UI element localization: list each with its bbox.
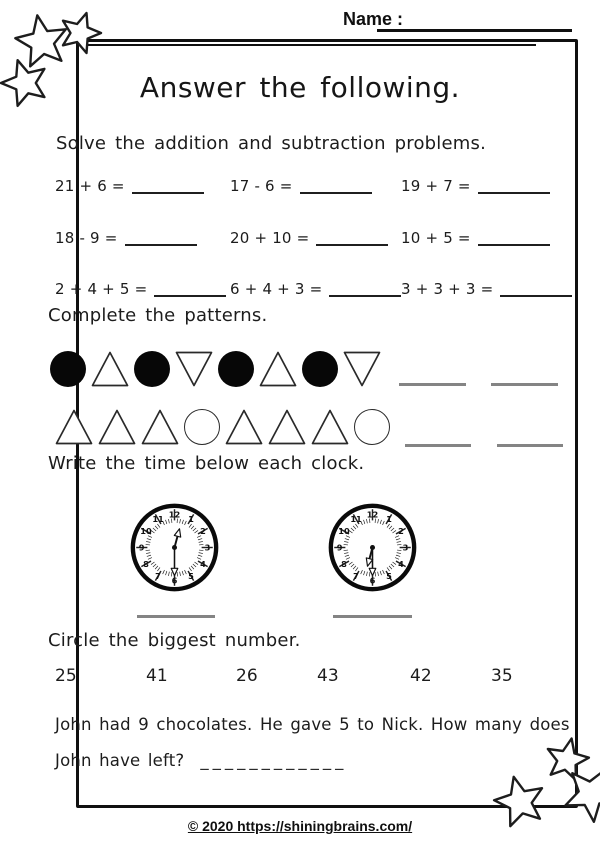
- equation-cell: [401, 280, 572, 298]
- svg-text:6: 6: [369, 575, 376, 586]
- clock-answer-blank: [333, 615, 412, 618]
- word-problem-line2: [55, 751, 347, 770]
- word-problem-answer-blank: ____________: [200, 751, 348, 770]
- svg-text:4: 4: [200, 558, 206, 569]
- svg-text:6: 6: [171, 575, 178, 586]
- pattern-row: [55, 409, 390, 445]
- pattern-shape-circle-filled: [302, 351, 338, 387]
- pattern-row: [50, 351, 381, 387]
- svg-text:1: 1: [386, 513, 392, 524]
- svg-text:2: 2: [200, 525, 206, 536]
- svg-text:9: 9: [336, 542, 343, 553]
- equation-cell: [55, 177, 204, 195]
- arithmetic-heading: Solve the addition and subtraction problems.: [56, 133, 486, 154]
- equation-answer-line: [478, 179, 550, 194]
- svg-text:3: 3: [204, 542, 211, 553]
- star-icon: [1, 60, 44, 106]
- pattern-answer-blank: [497, 444, 563, 447]
- svg-text:3: 3: [402, 542, 409, 553]
- svg-text:1: 1: [188, 513, 194, 524]
- number-option: 43: [317, 666, 339, 686]
- equation-text: 17 - 6 =: [230, 177, 293, 195]
- svg-text:5: 5: [386, 570, 392, 581]
- patterns-heading: Complete the patterns.: [48, 305, 268, 326]
- equation-cell: [55, 229, 197, 247]
- equation-answer-line: [478, 231, 550, 246]
- pattern-shape-triangle-down: [343, 351, 381, 387]
- pattern-answer-blank: [399, 383, 466, 386]
- equation-cell: [401, 177, 550, 195]
- svg-text:10: 10: [140, 525, 152, 536]
- svg-text:7: 7: [155, 570, 161, 581]
- svg-text:11: 11: [152, 513, 164, 524]
- equation-cell: [230, 280, 401, 298]
- svg-text:8: 8: [143, 558, 149, 569]
- svg-text:12: 12: [168, 509, 181, 520]
- pattern-answer-blank: [491, 383, 558, 386]
- svg-text:9: 9: [138, 542, 145, 553]
- corner-stars-top-left: [0, 0, 130, 125]
- svg-text:2: 2: [398, 525, 404, 536]
- svg-text:5: 5: [188, 570, 194, 581]
- svg-text:4: 4: [398, 558, 404, 569]
- equation-text: 20 + 10 =: [230, 229, 310, 247]
- svg-text:8: 8: [341, 558, 347, 569]
- star-icon: [63, 13, 101, 53]
- pattern-shape-triangle-up: [141, 409, 179, 445]
- equation-text: 6 + 4 + 3 =: [230, 280, 323, 298]
- pattern-shape-triangle-up: [268, 409, 306, 445]
- clock-answer-blank: [137, 615, 215, 618]
- pattern-shape-circle-outline: [354, 409, 390, 445]
- equation-cell: [230, 229, 388, 247]
- equation-text: 2 + 4 + 5 =: [55, 280, 148, 298]
- pattern-shape-circle-outline: [184, 409, 220, 445]
- equation-text: 21 + 6 =: [55, 177, 125, 195]
- pattern-shape-triangle-up: [55, 409, 93, 445]
- star-icon: [15, 15, 66, 66]
- equation-cell: [401, 229, 550, 247]
- star-icon: [548, 739, 589, 781]
- name-blank-line: [377, 29, 572, 32]
- biggest-number-heading: Circle the biggest number.: [48, 630, 301, 651]
- svg-text:12: 12: [366, 509, 379, 520]
- pattern-shape-triangle-up: [225, 409, 263, 445]
- equation-text: 19 + 7 =: [401, 177, 471, 195]
- pattern-shape-triangle-up: [311, 409, 349, 445]
- svg-text:10: 10: [338, 525, 350, 536]
- corner-stars-bottom-right: [470, 715, 600, 849]
- number-option: 41: [146, 666, 168, 686]
- number-option: 25: [55, 666, 77, 686]
- equation-cell: [55, 280, 226, 298]
- svg-text:11: 11: [350, 513, 362, 524]
- clocks-heading: Write the time below each clock.: [48, 453, 365, 474]
- clock-face: [326, 501, 419, 594]
- equation-cell: [230, 177, 372, 195]
- border-sketch-line: [84, 44, 536, 46]
- word-problem-question: John have left?: [55, 751, 185, 770]
- pattern-shape-circle-filled: [218, 351, 254, 387]
- clock-face: [128, 501, 221, 594]
- word-problem-line1: John had 9 chocolates. He gave 5 to Nick. How many does: [55, 715, 570, 734]
- svg-text:7: 7: [353, 570, 359, 581]
- pattern-shape-circle-filled: [134, 351, 170, 387]
- equation-answer-line: [154, 282, 226, 297]
- name-label: Name :: [343, 9, 404, 29]
- star-icon: [565, 770, 600, 822]
- page-title: Answer the following.: [139, 71, 461, 104]
- equation-text: 3 + 3 + 3 =: [401, 280, 494, 298]
- pattern-shape-triangle-up: [98, 409, 136, 445]
- number-option: 26: [236, 666, 258, 686]
- pattern-shape-triangle-up: [91, 351, 129, 387]
- footer-link[interactable]: © 2020 https://shiningbrains.com/: [187, 818, 413, 834]
- equation-text: 10 + 5 =: [401, 229, 471, 247]
- pattern-answer-blank: [405, 444, 471, 447]
- equation-answer-line: [316, 231, 388, 246]
- equation-answer-line: [125, 231, 197, 246]
- equation-answer-line: [500, 282, 572, 297]
- equation-answer-line: [329, 282, 401, 297]
- equation-answer-line: [300, 179, 372, 194]
- equation-answer-line: [132, 179, 204, 194]
- pattern-shape-circle-filled: [50, 351, 86, 387]
- pattern-shape-triangle-down: [175, 351, 213, 387]
- number-option: 35: [491, 666, 513, 686]
- number-option: 42: [410, 666, 432, 686]
- pattern-shape-triangle-up: [259, 351, 297, 387]
- equation-text: 18 - 9 =: [55, 229, 118, 247]
- star-icon: [494, 777, 542, 826]
